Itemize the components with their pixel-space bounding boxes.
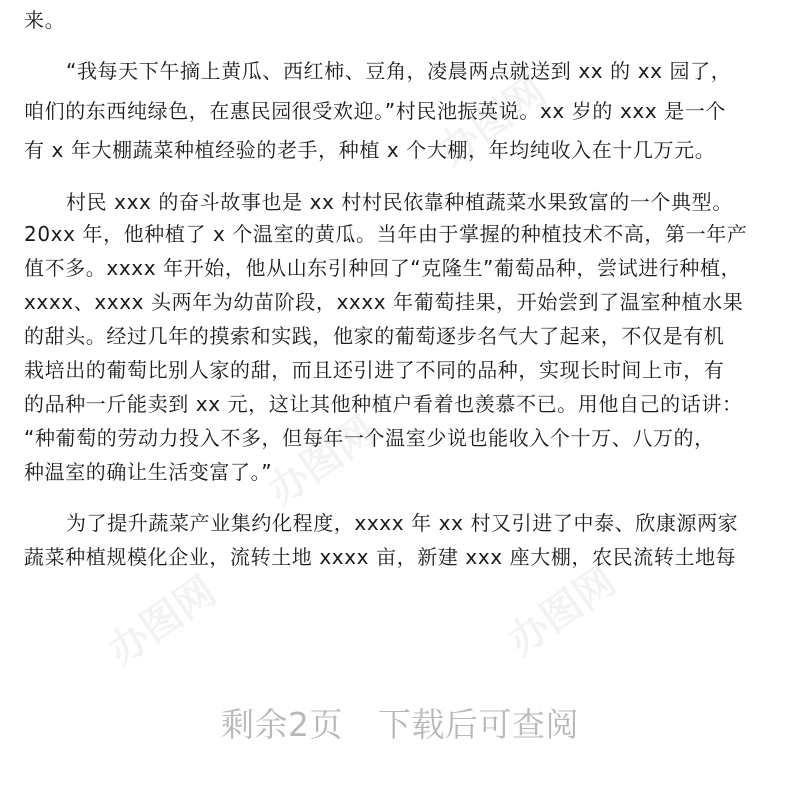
text-line: “种葡萄的劳动力投入不多，但每年一个温室少说也能收入个十万、八万的， (24, 426, 715, 450)
text-line: “我每天下午摘上黄瓜、西红柿、豆角，凌晨两点就送到 xx 的 xx 园了， (66, 59, 732, 83)
text-line: 来。 (24, 8, 66, 32)
text-line: xxxx、xxxx 头两年为幼苗阶段，xxxx 年葡萄挂果，开始尝到了温室种植水果 (24, 290, 744, 314)
text-line: 蔬菜种植规模化企业，流转土地 xxxx 亩，新建 xxx 座大棚，农民流转土地每 (24, 545, 737, 569)
text-line: 种温室的确让生活变富了。” (24, 460, 273, 484)
remaining-pages-label: 剩余2页 (221, 705, 343, 744)
text-line: 村民 xxx 的奋斗故事也是 xx 村村民依靠种植蔬菜水果致富的一个典型。 (66, 190, 733, 214)
download-prompt[interactable] (0, 703, 800, 747)
watermark: 办图网 (99, 568, 225, 675)
watermark: 办图网 (499, 558, 625, 665)
text-line: 20xx 年，他种植了 x 个温室的黄瓜。当年由于掌握的种植技术不高，第一年产 (24, 222, 748, 246)
text-line: 有 x 年大棚蔬菜种植经验的老手，种植 x 个大棚，年均纯收入在十几万元。 (24, 138, 716, 162)
download-to-view-label[interactable]: 下载后可查阅 (378, 705, 579, 744)
text-line: 值不多。xxxx 年开始，他从山东引种回了“克隆生”葡萄品种，尝试进行种植， (24, 256, 742, 280)
text-line: 为了提升蔬菜产业集约化程度，xxxx 年 xx 村又引进了中泰、欣康源两家 (66, 511, 739, 535)
text-line: 栽培出的葡萄比别人家的甜，而且还引进了不同的品种，实现长时间上市，有 (24, 358, 725, 382)
text-line: 咱们的东西纯绿色，在惠民园很受欢迎。”村民池振英说。xx 岁的 xxx 是一个 (24, 99, 727, 123)
watermark: 办图网 (429, 68, 555, 175)
watermark: 办图网 (259, 408, 385, 515)
text-line: 的品种一斤能卖到 xx 元，这让其他种植户看着也羡慕不已。用他自己的话讲： (24, 392, 743, 416)
text-line: 的甜头。经过几年的摸索和实践，他家的葡萄逐步名气大了起来，不仅是有机 (24, 324, 725, 348)
